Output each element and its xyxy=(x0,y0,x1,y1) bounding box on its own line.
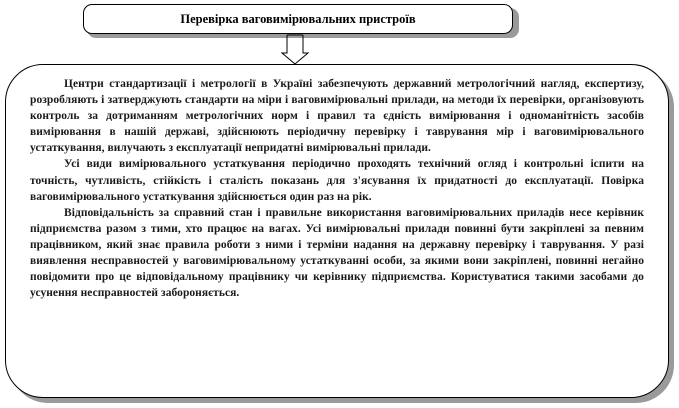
paragraph-standardization-centers: Центри стандартизації і метрології в Україні забезпечують державний метрологічний нагляд, експертизу, розробляють і затверджують стандарти на міри і ваговимірювальні прилади, на методи їх перевірки, організовують контроль за дотриманням метрологічних норм і правил та єдність вимірювання і одноманітність засобів вимірювання в нашій державі, здійснюють періодичну перевірку і таврування мір і ваговимірювального устаткування, вилучають з експлуатації непридатні вимірювальні прилади. xyxy=(30,78,644,155)
paragraph-responsibility: Відповідальність за справний стан і правильне використання ваговимірювальних приладів несе керівник підприємства разом з тими, хто працює на вагах. Усі вимірювальні прилади повинні бути закріплені за певним працівником, який знає правила роботи з ними і терміни надання на державну перевірку і таврування. У разі виявлення несправностей у ваговимірювальному устаткуванні особи, за якими вони закріплені, повинні негайно повідомити про це відповідальному працівнику чи керівнику підприємства. Користуватися такими засобами до усунення несправностей забороняється. xyxy=(30,206,644,300)
diagram-title: Перевірка ваговимірювальних пристроїв xyxy=(180,11,416,26)
title-box xyxy=(83,4,513,34)
content-box xyxy=(5,64,669,398)
connector-arrow-outline xyxy=(282,35,308,64)
connector-arrow xyxy=(280,34,310,66)
paragraph-periodic-inspection: Усі види вимірювального устаткування періодично проходять технічний огляд і контрольні іспити на точність, чутливість, стійкість і сталість показань для з'ясування їх придатності до експлуатації. Повірка ваговимірювального устаткування здійснюється один раз на рік. xyxy=(30,158,644,203)
